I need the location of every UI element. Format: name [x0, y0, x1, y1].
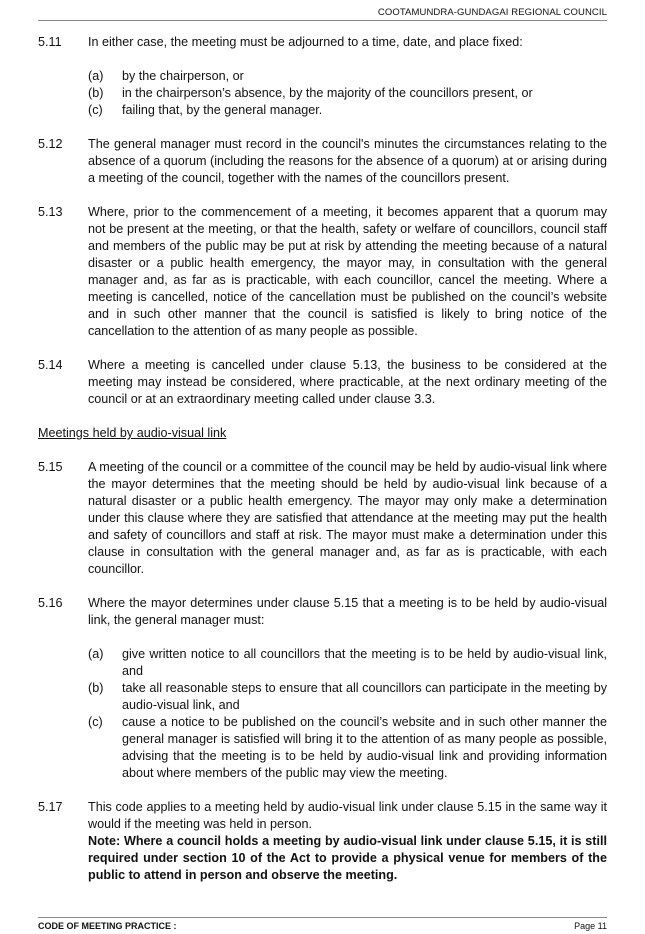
clause-sublist	[88, 68, 607, 119]
clause-5-12	[38, 136, 607, 187]
clause-5-15	[38, 459, 607, 578]
clause-text: In either case, the meeting must be adjourned to a time, date, and place fixed:	[88, 35, 523, 49]
clause-5-11	[38, 34, 607, 119]
document-body	[38, 34, 607, 901]
clause-text: Where a meeting is cancelled under clause 5.13, the business to be considered at the meeting may instead be considered, where practicable, at the next ordinary meeting of the council or at an extraordinary meeting called under clause 3.3.	[88, 358, 607, 406]
clause-5-16	[38, 595, 607, 782]
clause-sublist	[88, 646, 607, 782]
list-item: (b) in the chairperson’s absence, by the majority of the councillors present, or	[88, 86, 533, 100]
clause-5-14	[38, 357, 607, 408]
page-footer	[38, 917, 607, 934]
clause-text: Where the mayor determines under clause 5.15 that a meeting is to be held by audio-visual link, the general manager must:	[88, 596, 607, 627]
page-header	[38, 0, 607, 21]
clause-number: 5.16	[38, 596, 63, 610]
list-item: (a) give written notice to all councillors that the meeting is to be held by audio-visual link, and	[88, 647, 607, 678]
list-item: (b) take all reasonable steps to ensure that all councillors can participate in the meeting by audio-visual link, and	[88, 681, 607, 712]
clause-5-17	[38, 799, 607, 884]
clause-number: 5.11	[38, 35, 62, 49]
clause-number: 5.14	[38, 358, 63, 372]
list-item: (a) by the chairperson, or	[88, 69, 244, 83]
list-item: (c) cause a notice to be published on the council’s website and in such other manner the general manager is satisfied will bring it to the attention of as many people as possible, advising that the meeting is to be held by audio-visual link and providing information about where members of the public may view the meeting.	[88, 715, 607, 780]
clause-note: Note: Where a council holds a meeting by audio-visual link under clause 5.15, it is still required under section 10 of the Act to provide a physical venue for members of the public to attend in person and observe the meeting.	[88, 834, 607, 882]
section-heading: Meetings held by audio-visual link	[38, 426, 227, 440]
clause-number: 5.13	[38, 205, 63, 219]
clause-text: Where, prior to the commencement of a meeting, it becomes apparent that a quorum may not be present at the meeting, or that the health, safety or welfare of councillors, council staff and members of the public may be put at risk by attending the meeting because of a natural disaster or a public health emergency, the mayor may, in consultation with the general manager and, as far as is practicable, with each councillor, cancel the meeting. Where a meeting is cancelled, notice of the cancellation must be published on the council’s website and in such other manner that the council is satisfied is likely to bring notice of the cancellation to the attention of as many people as possible.	[88, 205, 607, 338]
clause-text: This code applies to a meeting held by audio-visual link under clause 5.15 in the same way it would if the meeting was held in person.	[88, 800, 607, 831]
clause-text: A meeting of the council or a committee of the council may be held by audio-visual link where the mayor determines that the meeting should be held by audio-visual link because of a natural disaster or a public health emergency. The mayor may only make a determination under this clause where they are satisfied that attendance at the meeting may put the health and safety of councillors and staff at risk. The mayor must make a determination under this clause in consultation with the general manager and, as far as is practicable, with each councillor.	[88, 460, 607, 576]
clause-number: 5.17	[38, 800, 63, 814]
list-item: (c) failing that, by the general manager.	[88, 103, 323, 117]
footer-page-number: Page 11	[574, 921, 607, 931]
footer-document-title: CODE OF MEETING PRACTICE :	[38, 921, 177, 931]
clause-text: The general manager must record in the council's minutes the circumstances relating to the absence of a quorum (including the reasons for the absence of a quorum) at or arising during a meeting of the council, together with the names of the councillors present.	[88, 137, 607, 185]
header-organisation: COOTAMUNDRA-GUNDAGAI REGIONAL COUNCIL	[377, 7, 607, 18]
clause-number: 5.15	[38, 460, 63, 474]
clause-5-13	[38, 204, 607, 340]
clause-number: 5.12	[38, 137, 63, 151]
